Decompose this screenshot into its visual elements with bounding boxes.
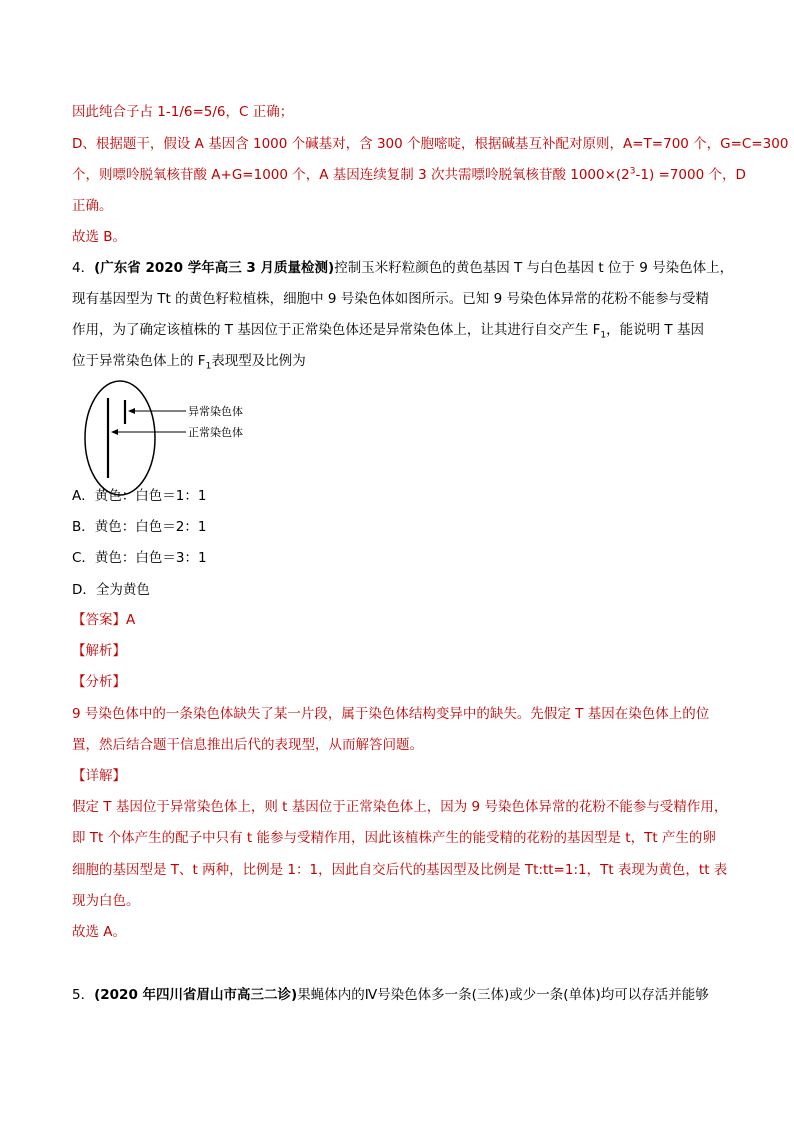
q4-stem-text-1: 控制玉米籽粒颜色的黄色基因 T 与白色基因 t 位于 9 号染色体上， bbox=[334, 260, 734, 276]
q4-stem-line-2: 现有基因型为 Tt 的黄色籽粒植株，细胞中 9 号染色体如图所示。已知 9 号染色体异常的花粉不能参与受精 bbox=[72, 291, 709, 307]
fenxi-line-1: 9 号染色体中的一条染色体缺失了某一片段，属于染色体结构变异中的缺失。先假定 T 基因在染色体上的位 bbox=[72, 706, 710, 722]
q4-stem-line-1 bbox=[72, 258, 734, 278]
q5-stem-text: 果蝇体内的Ⅳ号染色体多一条(三体)或少一条(单体)均可以存活并能够 bbox=[297, 987, 709, 1003]
answer-tag: 【答案】A bbox=[72, 612, 136, 628]
q5-stem-line-1 bbox=[72, 985, 722, 1005]
fenxi-line-2: 置，然后结合题干信息推出后代的表现型，从而解答问题。 bbox=[72, 737, 423, 753]
label-abnormal: 异常染色体 bbox=[188, 405, 243, 418]
q4-stem-line-4 bbox=[72, 351, 722, 371]
fenxi-tag: 【分析】 bbox=[72, 674, 126, 690]
prev-line-3 bbox=[72, 165, 746, 185]
q5-source: (2020 年四川省眉山市高三二诊) bbox=[94, 987, 298, 1003]
q4-stem-sub-3: 1 bbox=[600, 330, 607, 341]
option-c: C．黄色：白色＝3：1 bbox=[72, 550, 207, 566]
analysis-tag: 【解析】 bbox=[72, 643, 126, 659]
prev-line-3-sup: 3 bbox=[629, 166, 636, 177]
prev-line-3b: -1) =7000 个，D bbox=[635, 167, 746, 183]
q5-number: 5． bbox=[72, 987, 95, 1003]
q4-stem-text-4a: 位于异常染色体上的 F bbox=[72, 353, 206, 369]
detail-tag: 【详解】 bbox=[72, 768, 126, 784]
q4-stem-line-3 bbox=[72, 320, 722, 340]
prev-line-1: 因此纯合子占 1-1/6=5/6，C 正确； bbox=[72, 104, 294, 120]
abnormal-arrow-icon bbox=[128, 408, 135, 414]
detail-line-4: 现为白色。 bbox=[72, 893, 140, 909]
chromosome-diagram bbox=[84, 378, 284, 498]
prev-line-2: D、根据题干，假设 A 基因含 1000 个碱基对，含 300 个胞嘧啶，根据碱基互补配对原则，A=T=700 个，G=C=300 bbox=[72, 136, 789, 152]
q4-conclusion: 故选 A。 bbox=[72, 924, 127, 940]
q4-stem-text-4b: 表现型及比例为 bbox=[211, 353, 306, 369]
cell-outline bbox=[85, 381, 155, 495]
prev-conclusion: 故选 B。 bbox=[72, 229, 127, 245]
q4-stem-text-3b: ，能说明 T 基因 bbox=[606, 322, 704, 338]
option-b: B．黄色：白色＝2：1 bbox=[72, 519, 207, 535]
prev-line-3a: 个，则嘌呤脱氧核苷酸 A+G=1000 个，A 基因连续复制 3 次共需嘌呤脱氧核苷酸 1000×(2 bbox=[72, 167, 630, 183]
q4-stem-text-3a: 作用，为了确定该植株的 T 基因位于正常染色体还是异常染色体上，让其进行自交产生 F bbox=[72, 322, 601, 338]
q4-source: (广东省 2020 学年高三 3 月质量检测) bbox=[94, 260, 335, 276]
prev-line-4: 正确。 bbox=[72, 198, 113, 214]
detail-line-1: 假定 T 基因位于异常染色体上，则 t 基因位于正常染色体上，因为 9 号染色体异常的花粉不能参与受精作用， bbox=[72, 799, 728, 815]
option-a: A．黄色：白色＝1：1 bbox=[72, 488, 207, 504]
option-d: D．全为黄色 bbox=[72, 582, 150, 598]
normal-arrow-icon bbox=[111, 429, 118, 435]
label-normal: 正常染色体 bbox=[188, 426, 243, 439]
q4-stem-sub-4: 1 bbox=[205, 361, 212, 372]
detail-line-3: 细胞的基因型是 T、t 两种，比例是 1：1，因此自交后代的基因型及比例是 Tt:tt=1:1，Tt 表现为黄色，tt 表 bbox=[72, 862, 728, 878]
detail-line-2: 即 Tt 个体产生的配子中只有 t 能参与受精作用，因此该植株产生的能受精的花粉的基因型是 t，Tt 产生的卵 bbox=[72, 830, 716, 846]
q4-number: 4． bbox=[72, 260, 95, 276]
